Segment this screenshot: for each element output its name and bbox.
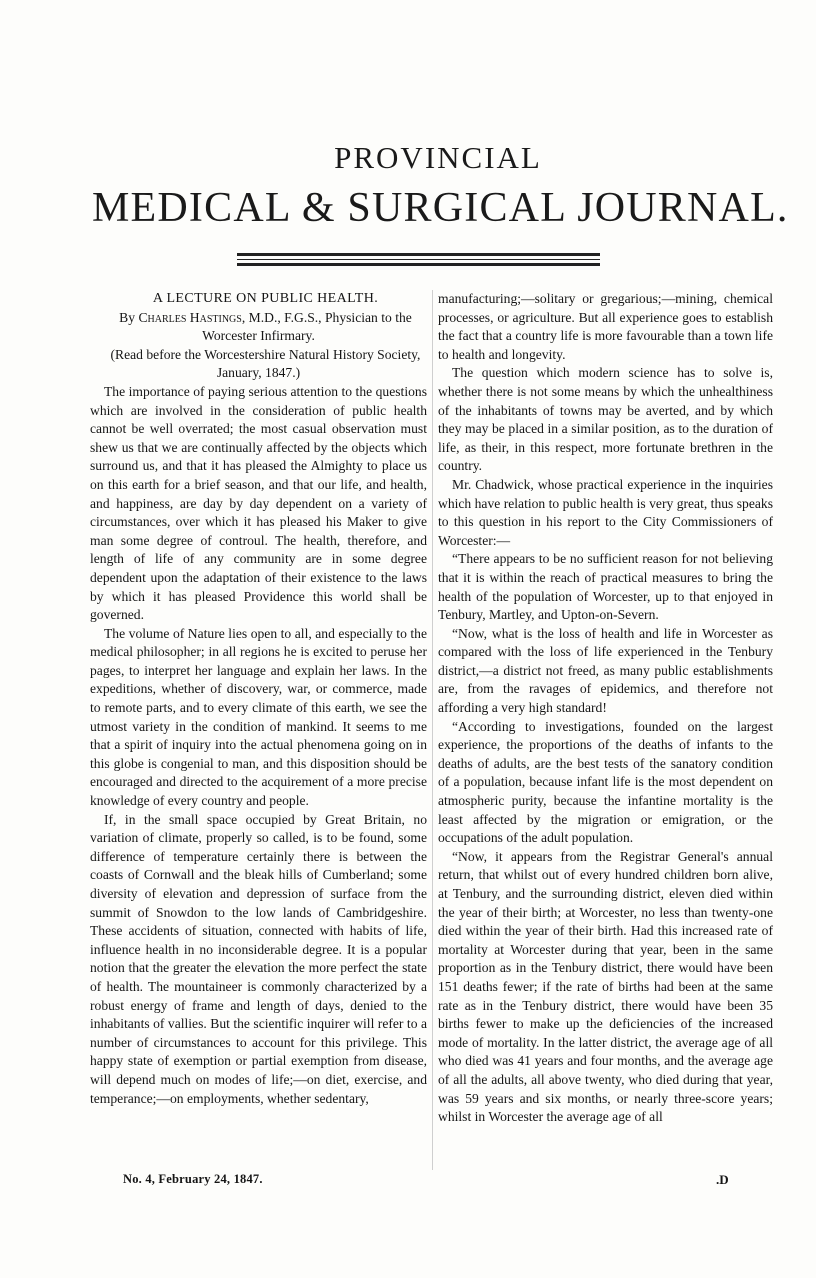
left-paragraph: The volume of Nature lies open to all, and especially to the medical philosopher; in all regions he is excited to peruse her pages, to interpret her language and explain her laws. In the expeditions, whether of discovery, war, or commerce, made to remote parts, and to every climate of this earth, we see the utmost variety in the condition of mankind. It seems to me that a spirit of inquiry into the actual phenomena going on in this globe is congenial to man, and this disposition should be encouraged and directed to the acquirement of a more precise knowledge of every country and people. <box>90 625 427 809</box>
right-column <box>438 290 773 1127</box>
byline-prefix: By <box>119 309 139 325</box>
left-column <box>90 290 427 1108</box>
masthead-rule-middle <box>237 259 600 260</box>
masthead-provincial: PROVINCIAL <box>334 140 542 175</box>
column-divider <box>432 290 433 1170</box>
left-paragraph: The importance of paying serious attention to the questions which are involved in the consideration of public health cannot be well overrated; the most casual observation must shew us that we are continually affected by the objects which surround us, and that it has pleased the Almighty to place us on this earth for a brief season, and that our life, and health, and happiness, are day by day dependent on a variety of circumstances, over which it has pleased his Maker to give man some degree of controul. The health, therefore, and length of life of any community are in some degree dependent upon the adaptation of their existence to the laws by which it has pleased Providence this world shall be governed. <box>90 383 427 623</box>
right-paragraph: “There appears to be no sufficient reason for not believing that it is within the reach of practical measures to bring the health of the population of Worcester, up to that enjoyed in Tenbury, Martley, and Upton-on-Severn. <box>438 551 773 623</box>
left-paragraph: If, in the small space occupied by Great Britain, no variation of climate, properly so called, is to be found, some difference of temperature certainly there is between the coasts of Cornwall and the bleak hills of Cumberland; some diversity of elevation and depression of surface from the summit of Snowdon to the low lands of Cambridgeshire. These accidents of situation, connected with habits of life, influence health in no inconsiderable degree. It is a popular notion that the greater the elevation the more perfect the state of health. The mountaineer is commonly characterized by a robust energy of frame and length of days, denied to the inhabitants of vallies. But the scientific inquirer will refer to a number of circumstances to account for this privilege. This happy state of exemption or partial exemption from disease, will depend much on modes of life;—on diet, exercise, and temperance;—on employments, whether sedentary, <box>90 811 427 1106</box>
article-title: A LECTURE ON PUBLIC HEALTH. <box>152 291 379 306</box>
right-paragraph: “Now, it appears from the Registrar General's annual return, that whilst out of every hundred children born alive, at Tenbury, and the surrounding district, eleven died within the year of their birth; at Worcester, no less than twenty-one died within the year of their birth. Had this increased rate of mortality at Worcester during that year, been in the same proportion as in the Tenbury district, there would have been 151 deaths fewer; if the rate of births had been at the same rate as in the Tenbury district, there would have been 35 births fewer to make up the deficiencies of the increased mode of mortality. In the latter district, the average age of all who died was 41 years and four months, and the average age of all the adults, all above twenty, who died during that year, was 59 years and six months, or nearly three-score years; whilst in Worcester the average age of all <box>438 848 773 1125</box>
author-credentials: , M.D., F.G.S., Physician to the Worcester Infirmary. <box>202 309 412 344</box>
right-paragraph: Mr. Chadwick, whose practical experience in the inquiries which have relation to public health is very great, thus speaks to this question in his report to the City Commissioners of Worcester:— <box>438 476 773 548</box>
signature-mark: .D <box>716 1172 729 1187</box>
author-name: Charles Hastings <box>138 309 242 325</box>
masthead-rule-top <box>237 253 600 256</box>
right-paragraph: The question which modern science has to solve is, whether there is not some means by which the unhealthiness of the inhabitants of towns may be averted, and by which they may be placed in a similar position, as to the duration of life, as their, in this respect, more fortunate brethren in the country. <box>438 365 773 474</box>
right-paragraph: manufacturing;—solitary or gregarious;—mining, chemical processes, or agriculture. But all experience goes to establish the fact that a country life is more favourable than a town life to health and longevity. <box>438 291 773 362</box>
article-byline <box>90 309 427 346</box>
right-paragraph: “According to investigations, founded on the largest experience, the proportions of the deaths of infants to the deaths of adults, are the best tests of the sanatory condition of a population, because infant life is the most dependent on atmospheric purity, because the infantine mortality is the least affected by the migration or emigration, or the occupations of the adult population. <box>438 718 773 846</box>
right-paragraph: “Now, what is the loss of health and life in Worcester as compared with the loss of life experienced in the Tenbury district,—a district not freed, as many public establishments are, from the ravages of epidemics, and therefore not affording a very high standard! <box>438 625 773 716</box>
masthead-title: MEDICAL & SURGICAL JOURNAL. <box>92 185 789 231</box>
issue-footer: No. 4, February 24, 1847. <box>123 1172 263 1186</box>
masthead-rule-bottom <box>237 263 600 266</box>
read-before-note: (Read before the Worcestershire Natural History Society, January, 1847.) <box>110 346 421 381</box>
